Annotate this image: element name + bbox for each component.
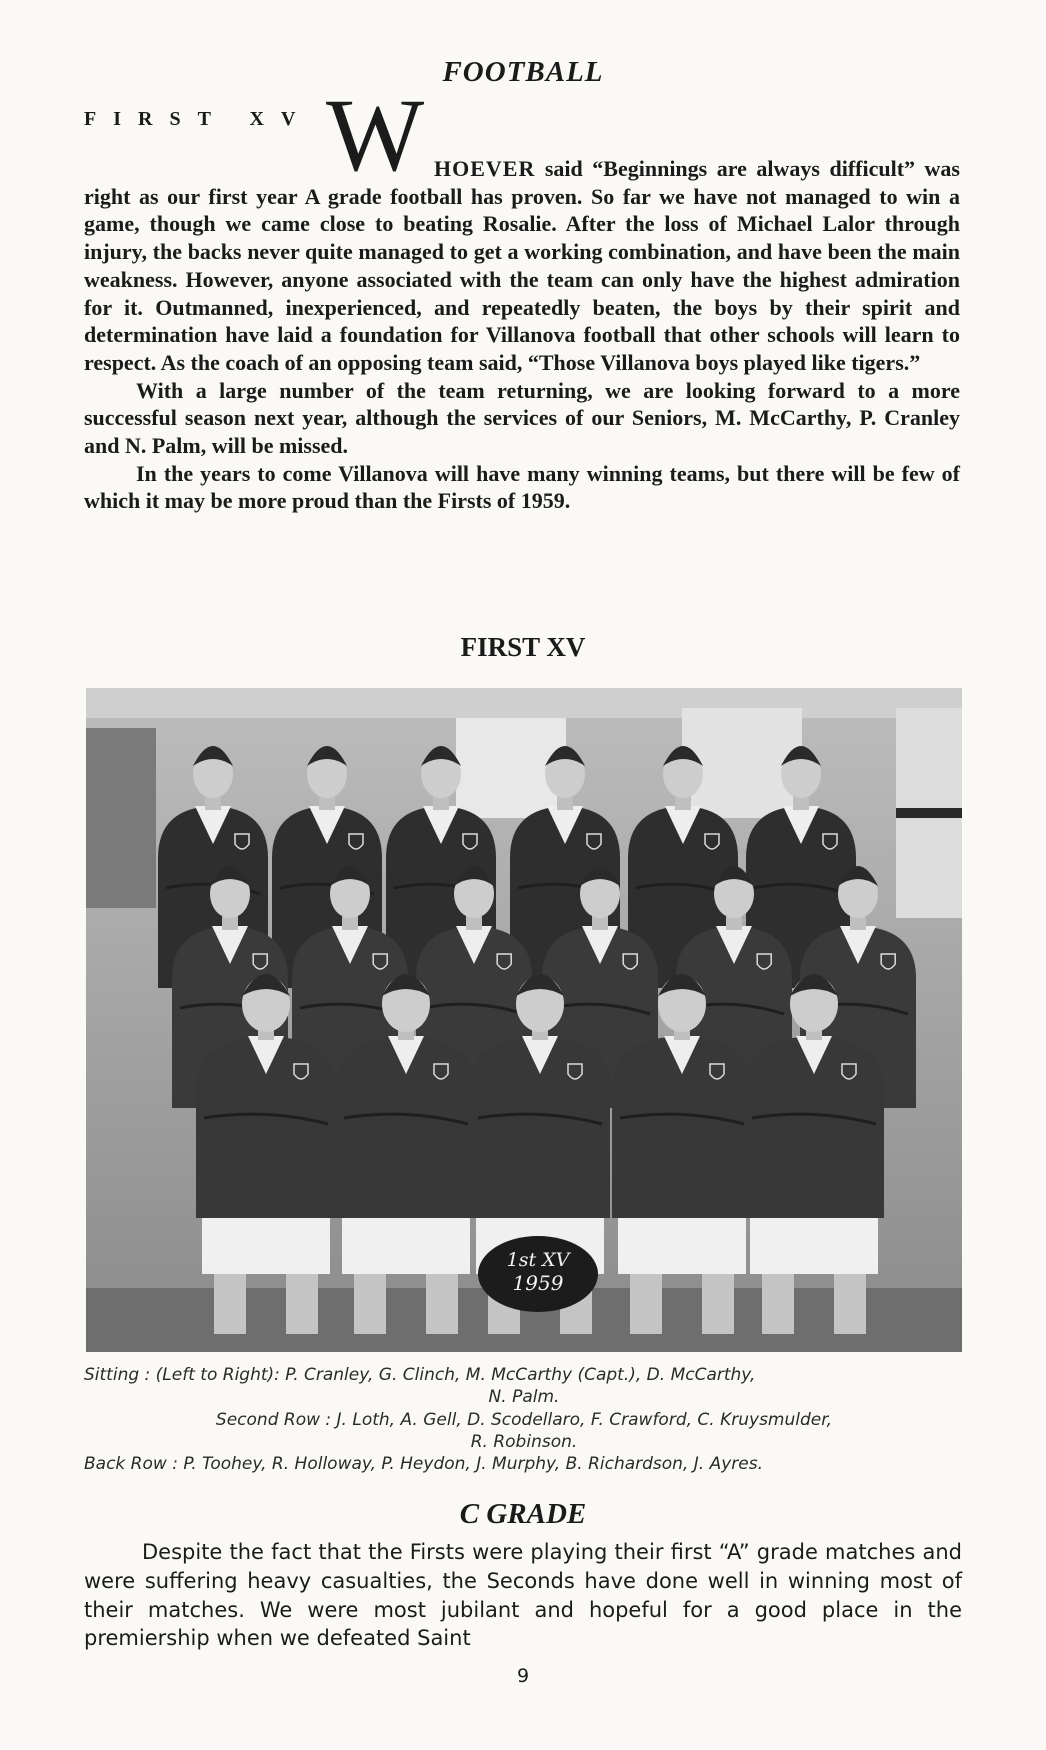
ball-label-line1: 1st XV [506, 1249, 570, 1271]
first-xv-kicker: FIRST XV [84, 108, 313, 130]
caption-sitting-line2: N. Palm. [488, 1387, 560, 1408]
caption-second-row-line1: Second Row : J. Loth, A. Gell, D. Scodellaro, F. Crawford, C. Kruysmulder, [215, 1409, 833, 1430]
section-title: FOOTBALL [442, 56, 604, 88]
c-grade-paragraph: Despite the fact that the Firsts were playing their first “A” grade matches and were suffering heavy casualties, the Seconds have done well in winning most of their matches. We were most jubilant and hopeful for a good place in the premiership when we defeated Saint [84, 1540, 962, 1651]
caption-sitting-line1: Sitting : (Left to Right): P. Cranley, G. Clinch, M. McCarthy (Capt.), D. McCarthy, [84, 1365, 756, 1385]
intro-paragraph-1 [84, 155, 960, 377]
photo-title: FIRST XV [460, 632, 586, 662]
intro-paragraph-2: With a large number of the team returning, we are looking forward to a more successful season next year, although the services of our Seniors, M. McCarthy, P. Cranley and N. Palm, will be missed. [84, 377, 960, 459]
caption-second-row-line2: R. Robinson. [470, 1431, 578, 1452]
intro-paragraph-1-text: said “Beginnings are always difficult” was right as our first year A grade football has proven. So far we have not managed to win a game, though we came close to beating Rosalie. After the loss of Michael Lalor through injury, the backs never quite managed to get a working combination, and have been the main weakness. However, anyone associated with the team can only have the highest admiration for it. Outmanned, inexperienced, and repeatedly beaten, the boys by their spirit and determination have laid a foundation for Villanova football that other schools will learn to respect. As the coach of an opposing team said, “Those Villanova boys played like tigers.” [84, 156, 960, 375]
c-grade-report [84, 1538, 962, 1653]
c-grade-heading: C GRADE [459, 1498, 587, 1530]
page-number: 9 [516, 1665, 530, 1687]
team-photo-illustration [86, 688, 962, 1352]
ball-label-line2: 1959 [512, 1271, 564, 1295]
drop-cap: W [326, 78, 425, 193]
caption-back-row: Back Row : P. Toohey, R. Holloway, P. Heydon, J. Murphy, B. Richardson, J. Ayres. [84, 1454, 763, 1475]
intro-lead-word: HOEVER [434, 156, 536, 181]
photo-caption [84, 1364, 964, 1475]
first-xv-report [84, 155, 960, 515]
team-photo [86, 688, 962, 1352]
intro-paragraph-3: In the years to come Villanova will have many winning teams, but there will be few of which it may be more proud than the Firsts of 1959. [84, 460, 960, 514]
